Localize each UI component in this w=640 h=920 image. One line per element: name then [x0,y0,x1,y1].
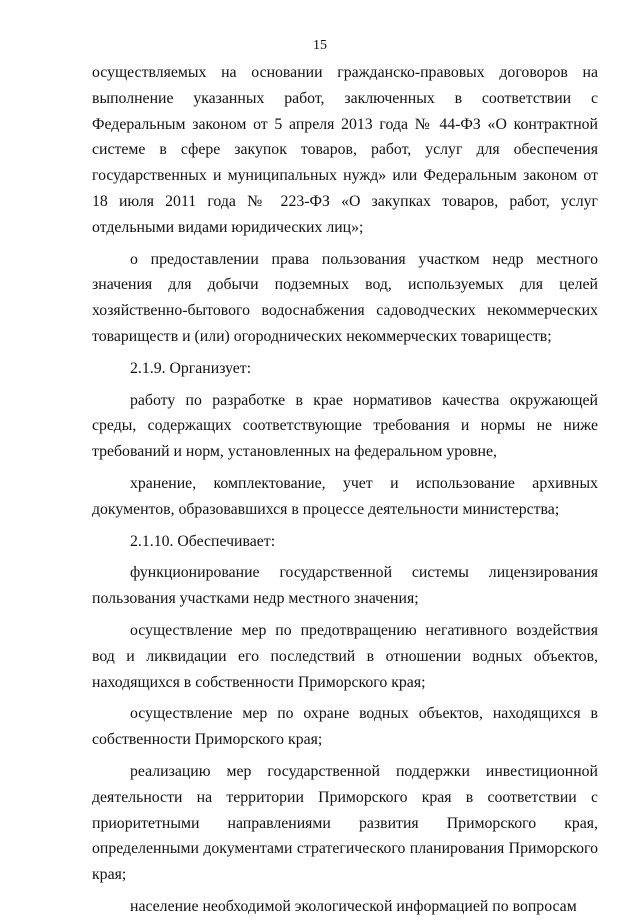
document-body [92,60,598,920]
paragraph-9: население необходимой экологической информацией по вопросам [130,897,577,915]
section-heading-2-1-9: 2.1.9. Организует: [130,359,252,377]
paragraph-7: осуществление мер по охране водных объектов, находящихся в собственности Приморского края; [92,705,598,749]
paragraph-5: функционирование государственной системы лицензирования пользования участками недр местного значения; [92,564,598,608]
paragraph-4: хранение, комплектование, учет и использование архивных документов, образовавшихся в процессе деятельности министерства; [92,474,598,518]
page-number: 15 [313,38,327,53]
paragraph-2: о предоставлении права пользования участком недр местного значения для добычи подземных вод, используемых для целей хозяйственно-бытового водоснабжения садоводческих некоммерческих товариществ и (или) огороднических некоммерческих товариществ; [92,250,598,345]
section-heading-2-1-10: 2.1.10. Обеспечивает: [130,532,276,550]
paragraph-3: работу по разработке в крае нормативов качества окружающей среды, содержащих соответствующие требования и нормы не ниже требований и норм, установленных на федеральном уровне, [92,391,598,461]
paragraph-6: осуществление мер по предотвращению негативного воздействия вод и ликвидации его последствий в отношении водных объектов, находящихся в собственности Приморского края; [92,621,598,691]
paragraph-1: осуществляемых на основании гражданско-правовых договоров на выполнение указанных работ, заключенных в соответствии с Федеральным законом от 5 апреля 2013 года № 44-ФЗ «О контрактной системе в сфере закупок товаров, работ, услуг для обеспечения государственных и муниципальных нужд» или Федеральным законом от 18 июля 2011 года № 223-ФЗ «О закупках товаров, работ, услуг отдельными видами юридических лиц»; [92,64,598,236]
paragraph-8: реализацию мер государственной поддержки инвестиционной деятельности на территории Приморского края в соответствии с приоритетными направлениями развития Приморского края, определенными документами стратегического планирования Приморского края; [92,762,598,884]
